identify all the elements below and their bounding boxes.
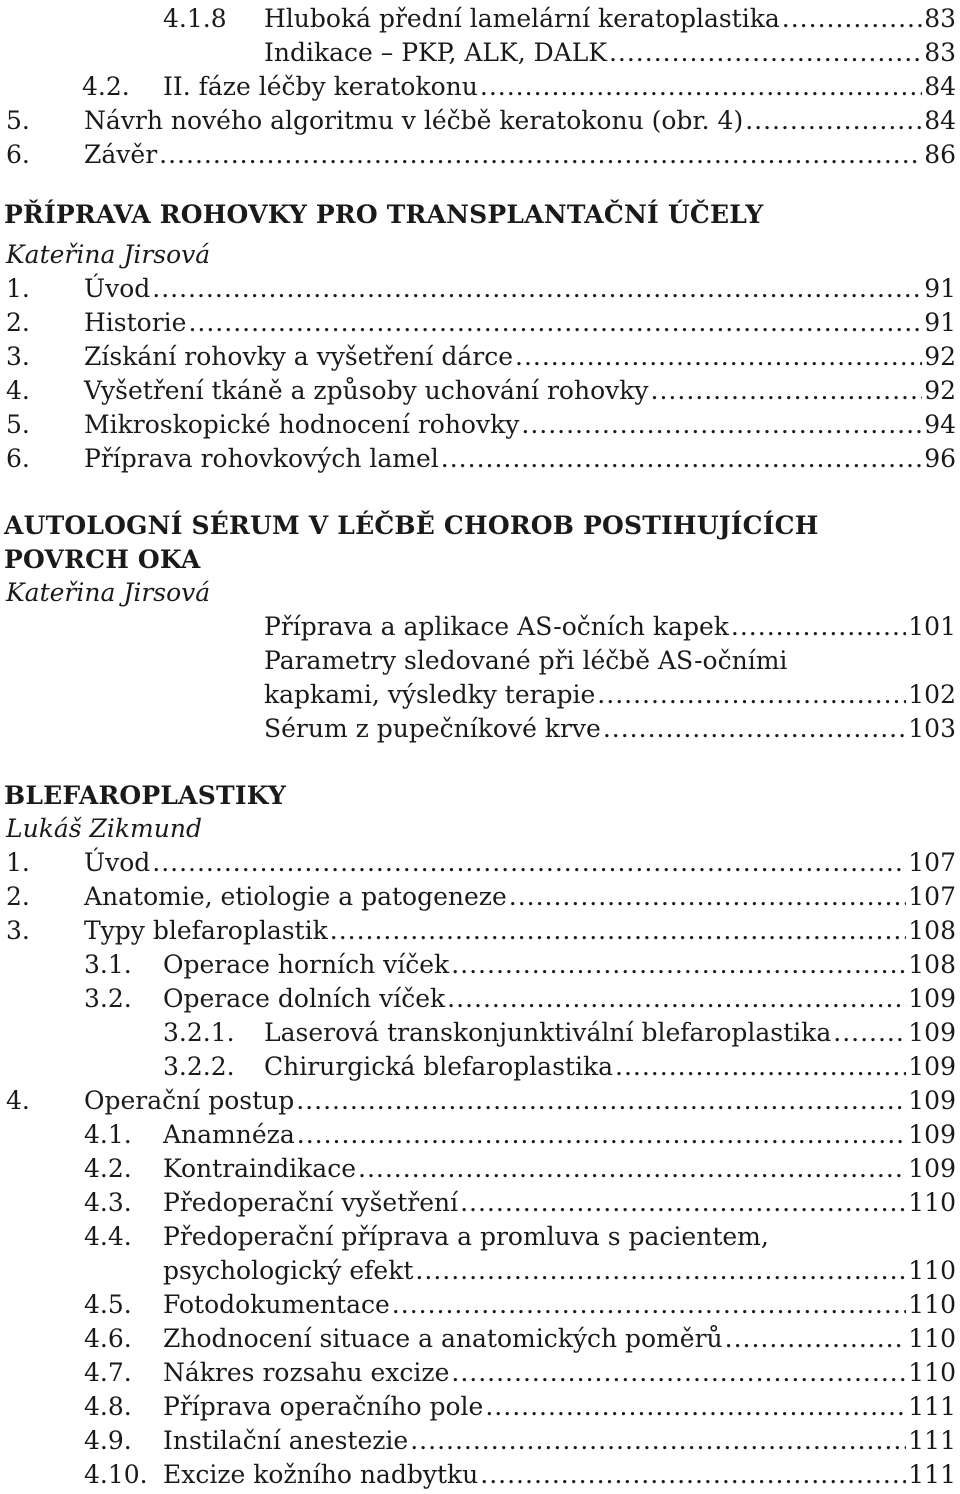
toc-entry[interactable]	[0, 948, 956, 984]
entry-number: 3.1.	[84, 950, 132, 979]
toc-entry[interactable]	[0, 1152, 956, 1188]
page-number: 102	[908, 680, 956, 709]
toc-entry[interactable]	[0, 1288, 956, 1324]
dot-leader	[515, 340, 922, 374]
entry-title[interactable]: Předoperační vyšetření	[163, 1188, 459, 1217]
entry-number: 4.2.	[84, 1154, 132, 1183]
toc-entry[interactable]	[0, 1220, 956, 1256]
section-author: Kateřina Jirsová	[6, 240, 211, 269]
entry-title[interactable]: Laserová transkonjunktivální blefaroplastika	[264, 1018, 832, 1047]
entry-number: 4.	[6, 1086, 30, 1115]
entry-title[interactable]: Operace dolních víček	[163, 984, 446, 1013]
entry-number: 2.	[6, 882, 30, 911]
entry-title[interactable]: Historie	[84, 308, 187, 337]
toc-entry[interactable]	[0, 340, 956, 376]
entry-title[interactable]: Operační postup	[84, 1086, 295, 1115]
dot-leader	[358, 1152, 906, 1186]
page-number: 107	[908, 882, 956, 911]
page-number: 109	[908, 1120, 956, 1149]
toc-entry[interactable]	[0, 1016, 956, 1052]
toc-entry[interactable]	[0, 610, 956, 646]
page-number: 111	[908, 1392, 956, 1421]
page-number: 108	[908, 950, 956, 979]
entry-title[interactable]: Parametry sledované při léčbě AS-očními	[264, 646, 788, 675]
dot-leader	[415, 1254, 906, 1288]
entry-title[interactable]: Operace horních víček	[163, 950, 450, 979]
entry-number: 4.10.	[84, 1460, 148, 1489]
entry-title[interactable]: Zhodnocení situace a anatomických poměrů	[163, 1324, 723, 1353]
toc-entry[interactable]	[0, 272, 956, 308]
dot-leader	[152, 272, 922, 306]
toc-entry[interactable]	[0, 1254, 956, 1290]
entry-number: 1.	[6, 848, 30, 877]
dot-leader	[725, 1322, 907, 1356]
toc-entry[interactable]	[0, 678, 956, 714]
entry-title[interactable]: Typy blefaroplastik	[84, 916, 328, 945]
page-number: 103	[908, 714, 956, 743]
dot-leader	[297, 1118, 907, 1152]
page-number: 110	[908, 1290, 956, 1319]
dot-leader	[330, 914, 907, 948]
entry-number: 5.	[6, 410, 30, 439]
page-number: 96	[924, 444, 956, 473]
page-number: 84	[924, 106, 956, 135]
page-number: 109	[908, 1154, 956, 1183]
toc-entry[interactable]	[0, 880, 956, 916]
section-heading: BLEFAROPLASTIKY	[4, 781, 287, 810]
entry-title[interactable]: Instilační anestezie	[163, 1426, 409, 1455]
dot-leader	[833, 1016, 906, 1050]
page-number: 109	[908, 1052, 956, 1081]
dot-leader	[485, 1390, 906, 1424]
section-heading: AUTOLOGNÍ SÉRUM V LÉČBĚ CHOROB POSTIHUJÍCÍCH	[4, 511, 819, 540]
dot-leader	[410, 1424, 906, 1458]
dot-leader	[460, 1186, 906, 1220]
entry-title[interactable]: Hluboká přední lamelární keratoplastika	[264, 4, 780, 33]
dot-leader	[782, 2, 922, 36]
entry-number: 4.5.	[84, 1290, 132, 1319]
toc-entry[interactable]	[0, 1050, 956, 1086]
page-number: 109	[908, 1018, 956, 1047]
page-number: 110	[908, 1324, 956, 1353]
toc-entry[interactable]	[0, 982, 956, 1018]
dot-leader	[731, 610, 906, 644]
entry-number: 3.2.1.	[163, 1018, 235, 1047]
page-number: 92	[924, 376, 956, 405]
entry-number: 4.8.	[84, 1392, 132, 1421]
dot-leader	[597, 678, 906, 712]
page-number: 109	[908, 1086, 956, 1115]
toc-entry[interactable]	[0, 644, 956, 680]
entry-title[interactable]: Indikace – PKP, ALK, DALK	[264, 38, 607, 67]
toc-entry[interactable]	[0, 442, 956, 478]
entry-title[interactable]: Vyšetření tkáně a způsoby uchování rohovky	[84, 376, 649, 405]
section-heading: POVRCH OKA	[4, 545, 201, 574]
toc-entry[interactable]	[0, 1424, 956, 1460]
page-number: 111	[908, 1460, 956, 1489]
entry-number: 1.	[6, 274, 30, 303]
page-number: 110	[908, 1256, 956, 1285]
page-number: 101	[908, 612, 956, 641]
entry-number: 4.2.	[82, 72, 130, 101]
entry-title[interactable]: Příprava a aplikace AS-očních kapek	[264, 612, 729, 641]
entry-title[interactable]: Fotodokumentace	[163, 1290, 390, 1319]
toc-entry[interactable]	[0, 1322, 956, 1358]
entry-number: 4.	[6, 376, 30, 405]
dot-leader	[441, 442, 922, 476]
dot-leader	[615, 1050, 906, 1084]
entry-number: 3.2.	[84, 984, 132, 1013]
entry-title[interactable]: Závěr	[84, 140, 158, 169]
entry-number: 5.	[6, 106, 30, 135]
entry-title[interactable]: Mikroskopické hodnocení rohovky	[84, 410, 520, 439]
entry-title[interactable]: Nákres rozsahu excize	[163, 1358, 450, 1387]
toc-entry[interactable]	[0, 1390, 956, 1426]
entry-title[interactable]: Úvod	[84, 848, 151, 877]
toc-entry[interactable]	[0, 712, 956, 748]
dot-leader	[447, 982, 906, 1016]
dot-leader	[188, 306, 922, 340]
page-number: 111	[908, 1426, 956, 1455]
dot-leader	[159, 138, 922, 172]
entry-number: 4.9.	[84, 1426, 132, 1455]
dot-leader	[451, 948, 906, 982]
entry-title[interactable]: kapkami, výsledky terapie	[264, 680, 596, 709]
dot-leader	[451, 1356, 906, 1390]
page-number: 109	[908, 984, 956, 1013]
toc-entry[interactable]	[0, 846, 956, 882]
page-number: 92	[924, 342, 956, 371]
entry-number: 4.1.	[84, 1120, 132, 1149]
page-number: 110	[908, 1358, 956, 1387]
dot-leader	[392, 1288, 906, 1322]
entry-title[interactable]: Příprava rohovkových lamel	[84, 444, 439, 473]
dot-leader	[480, 1458, 906, 1492]
entry-title[interactable]: Anatomie, etiologie a patogeneze	[84, 882, 507, 911]
section-author: Lukáš Zikmund	[6, 814, 202, 843]
toc-entry[interactable]	[0, 306, 956, 342]
entry-number: 4.4.	[84, 1222, 132, 1251]
entry-title[interactable]: II. fáze léčby keratokonu	[163, 72, 478, 101]
entry-title[interactable]: Předoperační příprava a promluva s pacientem,	[163, 1222, 769, 1251]
entry-number: 3.2.2.	[163, 1052, 235, 1081]
page-number: 107	[908, 848, 956, 877]
entry-title[interactable]: Příprava operačního pole	[163, 1392, 484, 1421]
toc-entry[interactable]	[0, 374, 956, 410]
entry-number: 4.3.	[84, 1188, 132, 1217]
dot-leader	[603, 712, 906, 746]
page-number: 110	[908, 1188, 956, 1217]
dot-leader	[651, 374, 923, 408]
entry-title[interactable]: Kontraindikace	[163, 1154, 357, 1183]
entry-title[interactable]: Úvod	[84, 274, 151, 303]
entry-number: 4.6.	[84, 1324, 132, 1353]
page-number: 86	[924, 140, 956, 169]
entry-title[interactable]: psychologický efekt	[163, 1256, 414, 1285]
entry-title[interactable]: Získání rohovky a vyšetření dárce	[84, 342, 514, 371]
entry-title[interactable]: Chirurgická blefaroplastika	[264, 1052, 614, 1081]
toc-entry[interactable]	[0, 1186, 956, 1222]
entry-number: 2.	[6, 308, 30, 337]
entry-number: 6.	[6, 444, 30, 473]
entry-number: 3.	[6, 342, 30, 371]
toc-entry[interactable]	[0, 36, 956, 72]
toc-entry[interactable]	[0, 408, 956, 444]
toc-entry[interactable]	[0, 2, 956, 38]
entry-title[interactable]: Anamnéza	[163, 1120, 295, 1149]
page-number: 84	[924, 72, 956, 101]
page-number: 83	[924, 38, 956, 67]
section-author: Kateřina Jirsová	[6, 578, 211, 607]
entry-number: 3.	[6, 916, 30, 945]
entry-title[interactable]: Sérum z pupečníkové krve	[264, 714, 601, 743]
section-heading: PŘÍPRAVA ROHOVKY PRO TRANSPLANTAČNÍ ÚČELY	[4, 200, 764, 229]
toc-entry[interactable]	[0, 104, 956, 140]
toc-entry[interactable]	[0, 138, 956, 174]
dot-leader	[745, 104, 922, 138]
dot-leader	[509, 880, 907, 914]
page-number: 91	[924, 308, 956, 337]
entry-title[interactable]: Návrh nového algoritmu v léčbě keratokonu (obr. 4)	[84, 106, 744, 135]
entry-number: 4.1.8	[163, 4, 227, 33]
page-number: 83	[924, 4, 956, 33]
entry-number: 4.7.	[84, 1358, 132, 1387]
page-number: 94	[924, 410, 956, 439]
toc-entry[interactable]	[0, 1084, 956, 1120]
toc-entry[interactable]	[0, 1118, 956, 1154]
dot-leader	[296, 1084, 906, 1118]
toc-entry[interactable]	[0, 70, 956, 106]
toc-entry[interactable]	[0, 1356, 956, 1392]
dot-leader	[521, 408, 922, 442]
entry-number: 6.	[6, 140, 30, 169]
page-number: 91	[924, 274, 956, 303]
page-number: 108	[908, 916, 956, 945]
dot-leader	[152, 846, 906, 880]
toc-entry[interactable]	[0, 914, 956, 950]
dot-leader	[609, 36, 922, 70]
entry-title[interactable]: Excize kožního nadbytku	[163, 1460, 479, 1489]
dot-leader	[480, 70, 922, 104]
toc-entry[interactable]	[0, 1458, 956, 1494]
